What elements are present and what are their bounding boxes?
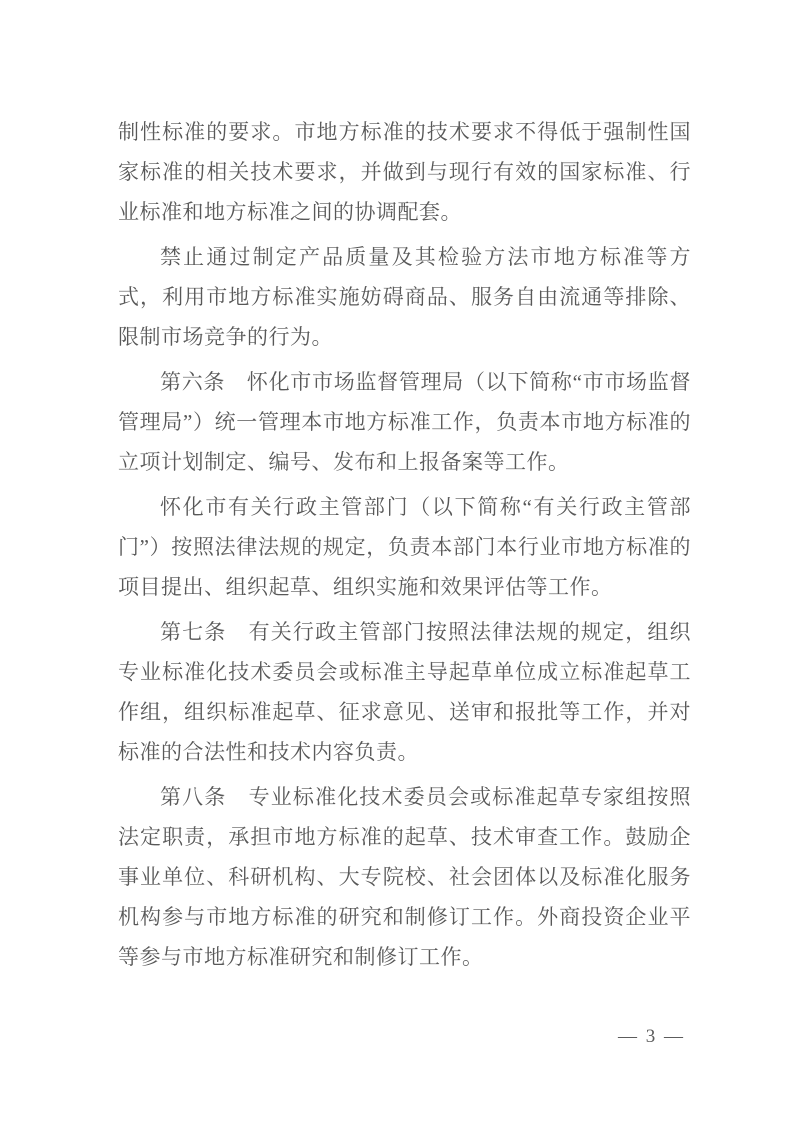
document-body [118,112,691,977]
paragraph-continuation: 制性标准的要求。市地方标准的技术要求不得低于强制性国家标准的相关技术要求，并做到与现行有效的国家标准、行业标准和地方标准之间的协调配套。 [118,120,691,224]
paragraph-article-6: 第六条 怀化市市场监督管理局（以下简称“市市场监督管理局”）统一管理本市地方标准工作，负责本市地方标准的立项计划制定、编号、发布和上报备案等工作。 [118,370,691,474]
paragraph-article-8: 第八条 专业标准化技术委员会或标准起草专家组按照法定职责，承担市地方标准的起草、技术审查工作。鼓励企事业单位、科研机构、大专院校、社会团体以及标准化服务机构参与市地方标准的研究和制修订工作。外商投资企业平等参与市地方标准研究和制修订工作。 [118,785,691,969]
page-number: — 3 — [618,1026,685,1047]
paragraph-article-7: 第七条 有关行政主管部门按照法律法规的规定，组织专业标准化技术委员会或标准主导起草单位成立标准起草工作组，组织标准起草、征求意见、送审和报批等工作，并对标准的合法性和技术内容负责。 [118,620,691,764]
paragraph: 怀化市有关行政主管部门（以下简称“有关行政主管部门”）按照法律法规的规定，负责本部门本行业市地方标准的项目提出、组织起草、组织实施和效果评估等工作。 [118,495,691,599]
paragraph: 禁止通过制定产品质量及其检验方法市地方标准等方式，利用市地方标准实施妨碍商品、服务自由流通等排除、限制市场竞争的行为。 [118,245,691,349]
